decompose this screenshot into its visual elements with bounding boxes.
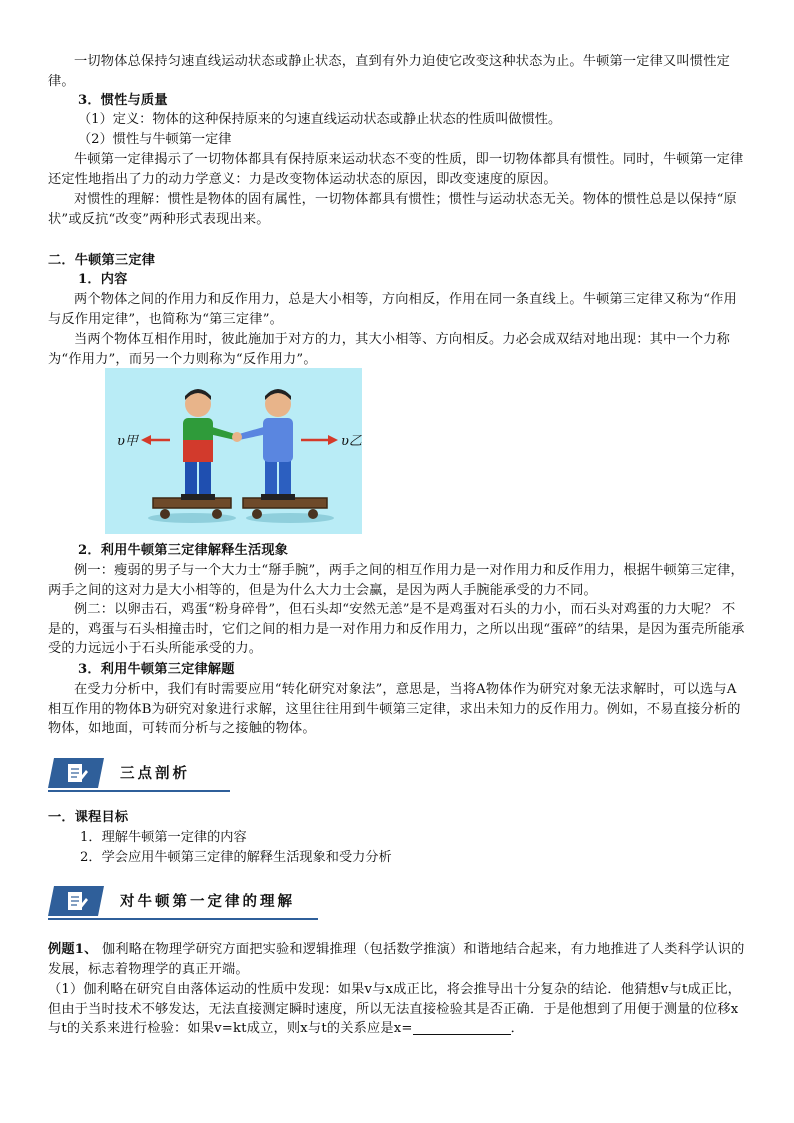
example-intro-text: 伽利略在物理学研究方面把实验和逻辑推理（包括数学推演）和谐地结合起来，有力地推进了人类科学认识的发展，标志着物理学的真正开端。: [48, 942, 745, 977]
course-goals-heading: 一．课程目标: [48, 810, 129, 825]
two-boys-push-figure: [105, 368, 362, 534]
question-1-text: （1）伽利略在研究自由落体运动的性质中发现：如果v与x成正比，将会推导出十分复杂的结论．他猜想v与t成正比，但由于当时技术不够发达，无法直接测定瞬时速度，所以无法直接检验其是否正确．于是他想到了用便于测量的位移x与t的关系来进行检验：如果v=kt成立，则x与t的关系应是x=: [48, 982, 742, 1036]
third-law-heading: 二．牛顿第三定律: [48, 253, 156, 268]
section-banner-first-law: [48, 886, 318, 920]
intro-paragraph: 一切物体总保持匀速直线运动状态或静止状态，直到有外力迫使它改变这种状态为止。牛顿第一定律又叫惯性定律。: [48, 54, 730, 89]
inertia-subheading-2: （2）惯性与牛顿第一定律: [78, 132, 232, 147]
third-law-paragraph-1: 两个物体之间的作用力和反作用力，总是大小相等，方向相反，作用在同一条直线上。牛顿第三定律又称为“作用与反作用定律”，也简称为“第三定律”。: [48, 292, 737, 327]
question-1-end: ．: [510, 1021, 525, 1036]
banner-chip: [48, 758, 104, 788]
banner-chip: [48, 886, 104, 916]
banner-underline: [48, 790, 230, 792]
banner-title-first-law: 对牛顿第一定律的理解: [120, 893, 295, 910]
banner-title-analysis: 三点剖析: [120, 765, 190, 782]
example-two-paragraph: 例二：以卵击石，鸡蛋“粉身碎骨”，但石头却“安然无恙”是不是鸡蛋对石头的力小，而石头对鸡蛋的力大呢？ 不是的，鸡蛋与石头相撞击时，它们之间的相力是一对作用力和反作用力，之所以出现“蛋碎”的结果，是因为蛋壳所能承受的力远远小于石头所能承受的力。: [48, 602, 745, 656]
course-goal-item: 2．学会应用牛顿第三定律的解释生活现象和受力分析: [80, 850, 392, 865]
section-banner-analysis: [48, 758, 230, 792]
banner-underline: [48, 918, 318, 920]
third-law-content-heading: 1．内容: [78, 272, 128, 287]
left-velocity-label: υ甲: [117, 434, 138, 449]
example-problem-paragraph: [48, 940, 748, 979]
third-law-problem-heading: 3．利用牛顿第三定律解题: [78, 662, 235, 677]
example-question-1: [48, 980, 748, 1039]
example-label: 例题1、: [48, 942, 98, 957]
figure-illustration: [105, 368, 362, 534]
course-goal-item: 1．理解牛顿第一定律的内容: [80, 830, 247, 845]
third-law-paragraph-2: 当两个物体互相作用时，彼此施加于对方的力，其大小相等、方向相反。力必会成双结对地出现：其中一个力称为“作用力”，而另一个力则称为“反作用力”。: [48, 332, 730, 367]
right-velocity-label: υ乙: [341, 434, 362, 449]
third-law-life-heading: 2．利用牛顿第三定律解释生活现象: [78, 543, 289, 558]
inertia-heading: 3．惯性与质量: [78, 93, 168, 108]
inertia-paragraph-1: 牛顿第一定律揭示了一切物体都具有保持原来运动状态不变的性质，即一切物体都具有惯性。同时，牛顿第一定律还定性地指出了力的动力学意义：力是改变物体运动状态的原因，即改变速度的原因。: [48, 152, 744, 187]
answer-blank[interactable]: [413, 1020, 511, 1035]
third-law-problem-paragraph: 在受力分析中，我们有时需要应用“转化研究对象法”，意思是，当将A物体作为研究对象无法求解时，可以选与A相互作用的物体B为研究对象进行求解，这里往往用到牛顿第三定律，求出未知力的反作用力。例如，不易直接分析的物体，如地面，可转而分析与之接触的物体。: [48, 682, 741, 736]
inertia-paragraph-2: 对惯性的理解：惯性是物体的固有属性，一切物体都具有惯性；惯性与运动状态无关。物体的惯性总是以保持“原状”或反抗“改变”两种形式表现出来。: [48, 192, 737, 227]
inertia-definition: （1）定义：物体的这种保持原来的匀速直线运动状态或静止状态的性质叫做惯性。: [78, 112, 562, 127]
example-one-paragraph: 例一：瘦弱的男子与一个大力士“掰手腕”，两手之间的相互作用力是一对作用力和反作用力，根据牛顿第三定律，两手之间的这对力是大小相等的，但是为什么大力士会赢，是因为两人手腕能承受的力不同。: [48, 563, 744, 598]
